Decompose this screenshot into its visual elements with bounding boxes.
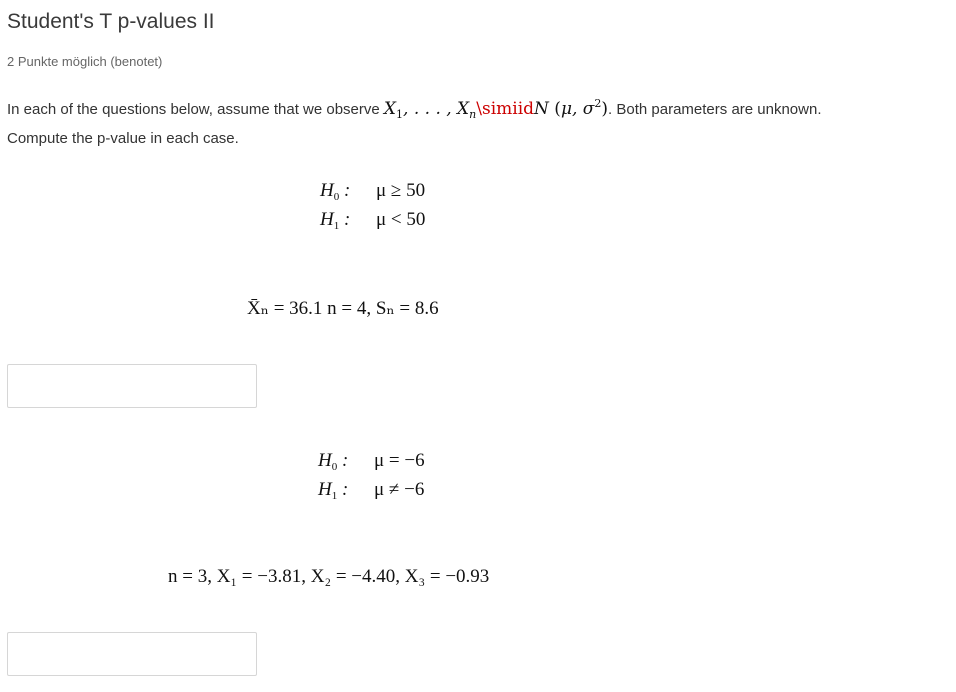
sample-stats-2: n = 3, X₁ = −3.81, X₂ = −4.40, X₃ = −0.93	[168, 566, 490, 587]
points-label: 2 Punkte möglich (benotet)	[7, 54, 163, 69]
intro-line-2: Compute the p-value in each case.	[7, 130, 239, 147]
h0-row: $H_0$ : μ ≥ 50	[320, 180, 426, 203]
answer-input-2[interactable]	[7, 632, 257, 676]
h0-row: $H_0$ : μ = −6	[318, 450, 425, 473]
question-title: Student's T p-values II	[7, 10, 215, 33]
hypotheses-2	[318, 450, 425, 508]
hypotheses-1	[320, 180, 425, 238]
intro-math-dist: N	[534, 99, 549, 119]
h1-relation: μ ≠ −6	[374, 479, 425, 500]
answer-input-1[interactable]	[7, 364, 257, 408]
question-intro: In each of the questions below, assume that we observe $X_1$, . . . , $X_n\backslash simiidN$ (μ, $\sigma^2$). Both parameters are unknown. Compute the p-value in each case.	[7, 97, 822, 147]
sample-stats-1: X̄ₙ = 36.1 n = 4, Sₙ = 8.6	[247, 298, 439, 319]
h1-row: $H_1$ : μ < 50	[320, 209, 426, 232]
intro-text-after: . Both parameters are unknown.	[608, 101, 822, 118]
h1-relation: μ < 50	[376, 209, 426, 230]
intro-text: In each of the questions below, assume that we observe	[7, 101, 384, 118]
h0-relation: μ ≥ 50	[376, 180, 426, 201]
h0-relation: μ = −6	[374, 450, 425, 471]
intro-math-sample: $X_1$, . . . , $X_n$	[383, 99, 477, 121]
h1-row: $H_1$ : μ ≠ −6	[318, 479, 425, 502]
intro-math-error: \simiid	[476, 99, 535, 119]
